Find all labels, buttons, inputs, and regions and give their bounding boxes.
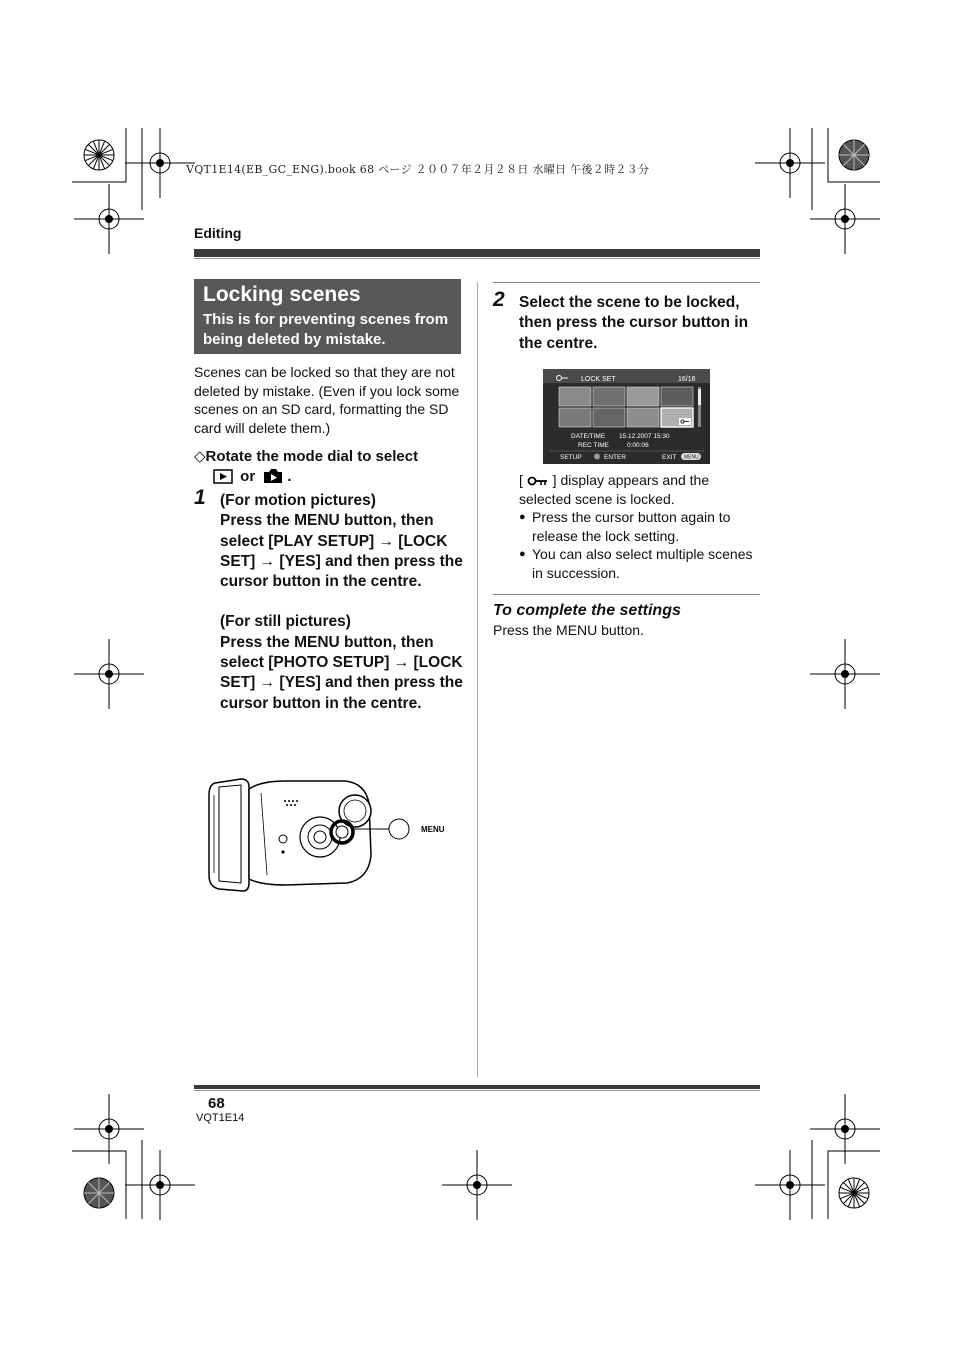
page-number: 68: [208, 1095, 225, 1112]
list-item: ● You can also select multiple scenes in succession.: [519, 546, 753, 581]
bottom-rule-thin: [194, 1090, 760, 1091]
step-2-text: Select the scene to be locked, then press the cursor button in the centre.: [519, 294, 749, 352]
right-top-rule: [493, 282, 760, 283]
screen-menu-badge: MENU: [684, 454, 699, 461]
screen-date-value: 15.12.2007 15:30: [619, 433, 670, 440]
camera-illustration: [205, 775, 455, 895]
screen-cursor-icon: [594, 454, 600, 460]
list-item: ● Press the cursor button again to release the lock setting.: [519, 509, 731, 544]
rotate-text: Rotate the mode dial to select: [205, 448, 419, 465]
screen-counter: 16/16: [678, 376, 696, 383]
motion-instructions: Press the MENU button, then select [PLAY SETUP] → [LOCK SET] → [YES] and then press the cursor button in the centre.: [220, 512, 463, 591]
bracket-open: [: [519, 472, 523, 488]
photo-playback-icon: [262, 468, 284, 484]
video-playback-icon: [213, 469, 233, 484]
still-instructions: Press the MENU button, then select [PHOTO SETUP] → [LOCK SET] → [YES] and then press the cursor button in the centre.: [220, 633, 463, 712]
bullet-list: [519, 508, 759, 582]
page-subtitle: This is for preventing scenes from being deleted by mistake.: [203, 311, 449, 348]
screen-setup: SETUP: [560, 454, 582, 461]
still-heading: (For still pictures): [220, 613, 351, 631]
section-label: Editing: [194, 225, 242, 241]
top-rule: [194, 249, 760, 257]
lock-icon-note: [519, 471, 759, 508]
key-icon: [527, 476, 549, 486]
menu-callout-label: MENU: [421, 825, 445, 834]
screen-rec-label: REC TIME: [578, 442, 609, 449]
or-text: or: [240, 468, 256, 485]
document-code: VQT1E14: [196, 1112, 245, 1124]
mode-dial-instruction: [194, 447, 464, 487]
lock-note-text: ] display appears and the selected scene is locked.: [519, 472, 710, 507]
complete-rule: [493, 594, 760, 595]
screen-title: LOCK SET: [581, 376, 616, 383]
intro-paragraph: Scenes can be locked so that they are not deleted by mistake. (Even if you lock some scenes on an SD card, formatting the SD card will delete them.): [194, 364, 460, 436]
screen-exit: EXIT: [662, 454, 677, 461]
print-header: VQT1E14(EB_GC_ENG).book 68 ページ ２００７年２月２８日 水曜日 午後２時２３分: [186, 163, 650, 176]
column-divider: [477, 282, 478, 1077]
page-title: Locking scenes: [203, 283, 361, 306]
screen-enter: ENTER: [604, 454, 627, 461]
motion-heading: (For motion pictures): [220, 492, 376, 509]
complete-body: Press the MENU button.: [493, 622, 644, 638]
top-rule-thin: [194, 258, 760, 259]
period-text: .: [287, 468, 292, 485]
step-2-number: 2: [493, 288, 505, 311]
complete-heading: To complete the settings: [493, 602, 681, 619]
diamond-bullet: ◇: [194, 448, 206, 465]
screen-rec-value: 0:00:06: [627, 442, 649, 449]
step-1-text: [220, 491, 464, 714]
step-1-number: 1: [194, 486, 206, 509]
title-box: [194, 279, 461, 354]
screen-date-label: DATE/TIME: [571, 433, 606, 440]
lock-set-screen: [543, 369, 710, 464]
bottom-rule: [194, 1085, 760, 1089]
